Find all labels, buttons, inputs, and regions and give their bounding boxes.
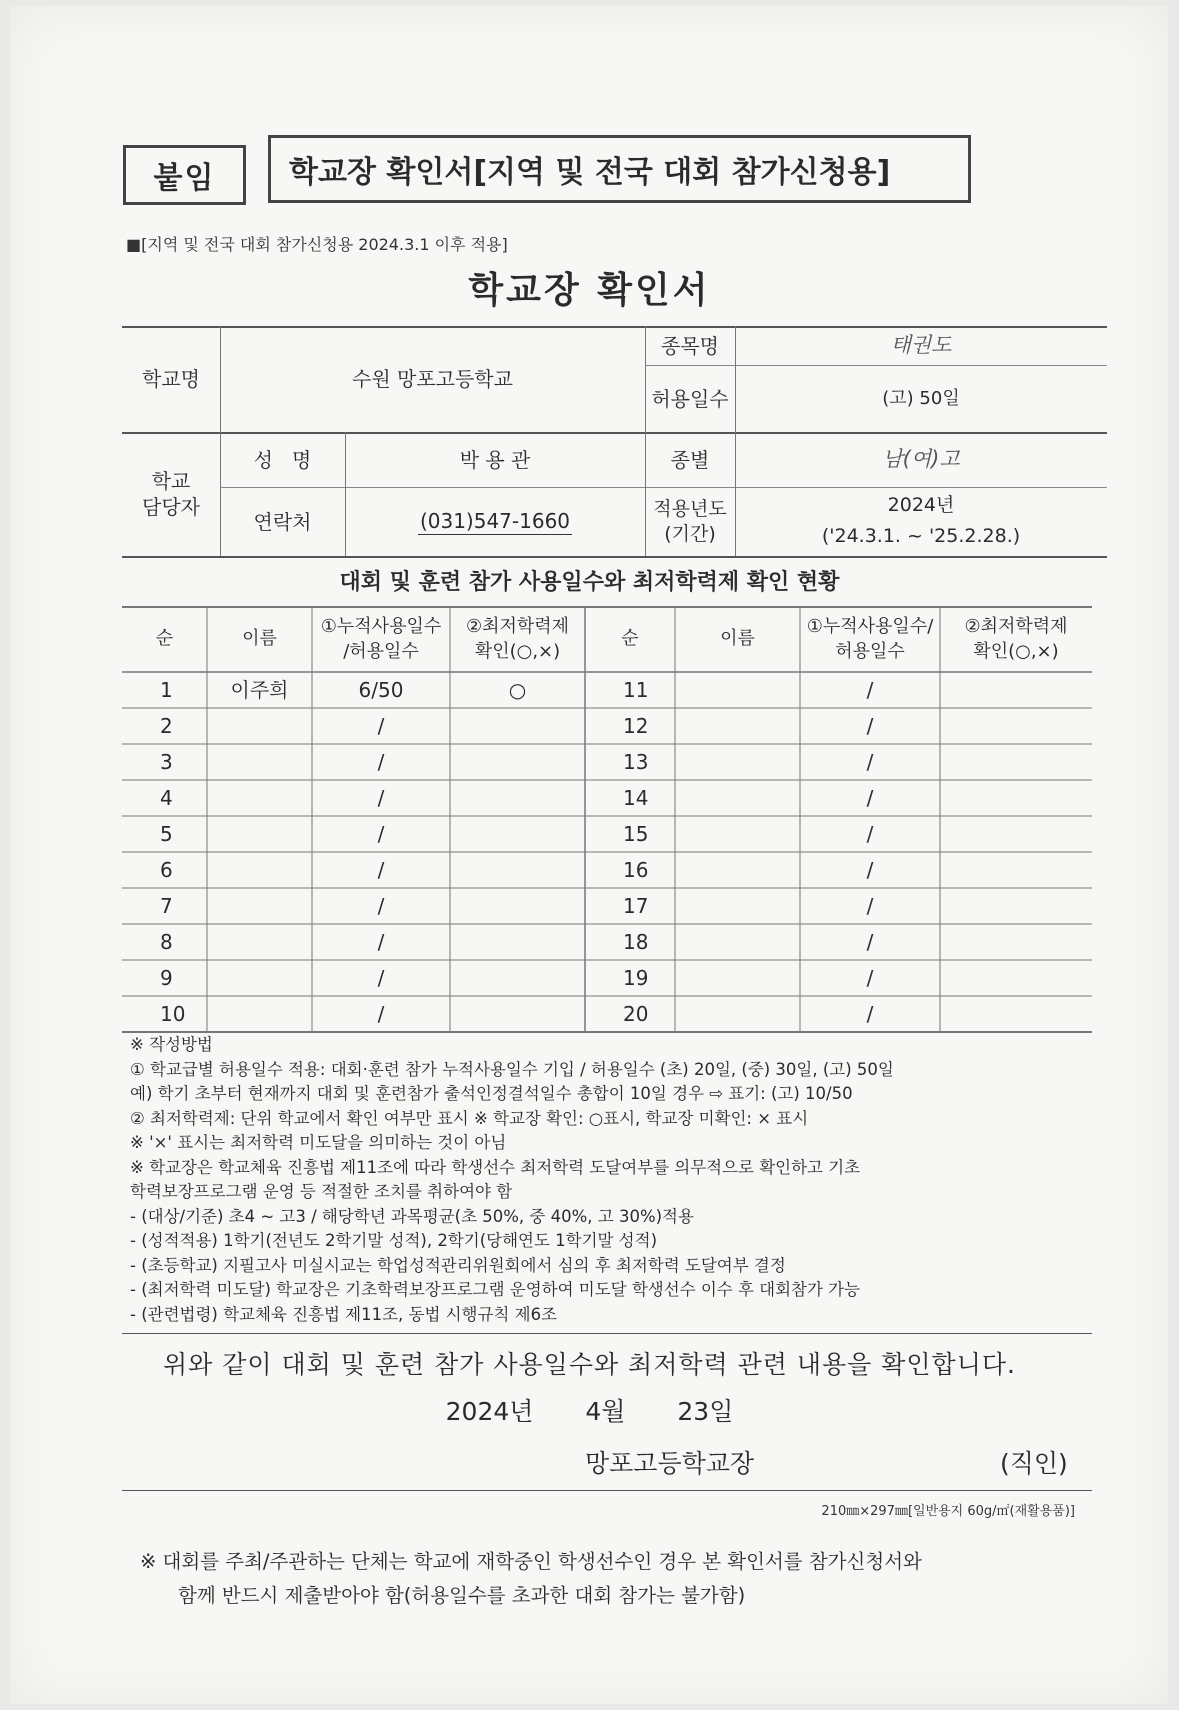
athlete-name	[675, 708, 800, 744]
manager-name-label: 성 명	[253, 447, 312, 472]
used-days: /	[866, 930, 874, 954]
athlete-name	[207, 996, 312, 1032]
academic-check	[940, 708, 1092, 744]
athlete-name	[207, 960, 312, 996]
academic-check	[940, 924, 1092, 960]
submission-note-line: ※ 대회를 주최/주관하는 단체는 학교에 재학중인 학생선수인 경우 본 확인서를 참가신청서와	[140, 1550, 922, 1573]
instruction-line: ① 학교급별 허용일수 적용: 대회·훈련 참가 누적사용일수 기입 / 허용일수 (초) 20일, (중) 30일, (고) 50일	[130, 1059, 894, 1079]
used-days: /	[377, 822, 385, 846]
year-value: 2024년	[887, 493, 955, 516]
confirmation-date	[0, 1392, 1179, 1428]
academic-check	[450, 816, 585, 852]
athlete-name	[675, 744, 800, 780]
applicability-note: ■[지역 및 전국 대회 참가신청용 2024.3.1 이후 적용]	[126, 235, 508, 254]
date-day: 23일	[677, 1397, 734, 1426]
row-number: 9	[160, 966, 173, 990]
instruction-line: ② 최저학력제: 단위 학교에서 확인 여부만 표시 ※ 학교장 확인: ○표시, 학교장 미확인: × 표시	[130, 1108, 809, 1128]
sport-label: 종목명	[661, 333, 719, 358]
used-days: /	[377, 750, 385, 774]
athlete-name	[675, 852, 800, 888]
academic-check	[940, 960, 1092, 996]
instruction-line: ※ 작성방법	[130, 1035, 213, 1054]
school-name-value: 수원 망포고등학교	[352, 367, 513, 391]
used-days: /	[866, 1002, 874, 1026]
instruction-line: 학력보장프로그램 운영 등 적절한 조치를 취하여야 함	[130, 1182, 513, 1201]
row-number: 19	[623, 966, 649, 990]
academic-check	[940, 996, 1092, 1032]
instruction-line: ※ '×' 표시는 최저학력 미도달을 의미하는 것이 아님	[130, 1133, 507, 1152]
used-days: /	[377, 930, 385, 954]
academic-check	[450, 708, 585, 744]
used-days: /	[866, 750, 874, 774]
allowed-days-label: 허용일수	[651, 386, 729, 411]
row-number: 12	[623, 714, 649, 738]
athlete-name: 이주희	[230, 678, 289, 702]
row-number: 5	[160, 822, 173, 846]
contact-value: (031)547-1660	[419, 509, 571, 533]
row-number: 6	[160, 858, 173, 882]
academic-check	[940, 744, 1092, 780]
athlete-name	[207, 816, 312, 852]
used-days: /	[866, 966, 874, 990]
instruction-line: - (최저학력 미도달) 학교장은 기초학력보장프로그램 운영하여 미도달 학생선수 이수 후 대회참가 가능	[130, 1280, 861, 1299]
athlete-name	[675, 960, 800, 996]
instruction-line: - (대상/기준) 초4 ~ 고3 / 해당학년 과목평균(초 50%, 중 40%, 고 30%)적용	[130, 1206, 694, 1226]
row-number: 7	[160, 894, 173, 918]
form-title: 학교장 확인서[지역 및 전국 대회 참가신청용]	[268, 135, 971, 203]
period-value: ('24.3.1. ~ '25.2.28.)	[821, 524, 1021, 547]
row-number: 16	[623, 858, 649, 882]
athlete-name	[675, 996, 800, 1032]
used-days: /	[866, 858, 874, 882]
athlete-name	[675, 888, 800, 924]
academic-check: ○	[508, 678, 527, 702]
table-header-cell: ②최저학력제 확인(○,×)	[964, 616, 1068, 662]
sport-value: 태권도	[890, 332, 952, 357]
gender-label: 종별	[670, 447, 710, 472]
contact-label: 연락처	[253, 509, 312, 534]
academic-check	[450, 744, 585, 780]
academic-check	[450, 888, 585, 924]
instruction-line: - (관련법령) 학교체육 진흥법 제11조, 동법 시행규칙 제6조	[130, 1304, 557, 1324]
academic-check	[450, 924, 585, 960]
used-days: /	[866, 714, 874, 738]
instruction-line: ※ 학교장은 학교체육 진흥법 제11조에 따라 학생선수 최저학력 도달여부를 의무적으로 확인하고 기초	[130, 1157, 861, 1177]
instruction-line: - (초등학교) 지필고사 미실시교는 학업성적관리위원회에서 심의 후 최저학력 도달여부 결정	[130, 1255, 786, 1275]
used-days: 6/50	[358, 678, 404, 702]
manager-name-value: 박 용 관	[459, 447, 531, 472]
page-title: 학교장 확인서	[468, 270, 711, 311]
row-number: 13	[623, 750, 649, 774]
table-header-cell: 순	[155, 628, 174, 650]
academic-check	[940, 780, 1092, 816]
row-number: 20	[623, 1002, 649, 1026]
athlete-name	[207, 888, 312, 924]
row-number: 4	[160, 786, 173, 810]
row-number: 10	[160, 1002, 186, 1026]
footer-divider	[122, 1333, 1092, 1334]
row-number: 14	[623, 786, 649, 810]
athlete-name	[675, 672, 800, 708]
official-seal-placeholder: (직인)	[1000, 1449, 1068, 1478]
row-number: 8	[160, 930, 173, 954]
used-days: /	[377, 1002, 385, 1026]
status-section-title: 대회 및 훈련 참가 사용일수와 최저학력제 확인 현황	[339, 570, 840, 595]
academic-check	[450, 960, 585, 996]
row-number: 11	[623, 678, 649, 702]
athlete-name	[675, 816, 800, 852]
row-number: 17	[623, 894, 649, 918]
table-header-cell: ①누적사용일수 /허용일수	[320, 616, 442, 662]
academic-check	[450, 852, 585, 888]
athlete-name	[675, 924, 800, 960]
row-number: 2	[160, 714, 173, 738]
table-header-cell: ②최저학력제 확인(○,×)	[465, 616, 570, 662]
used-days: /	[866, 822, 874, 846]
spec-divider	[122, 1490, 1092, 1491]
used-days: /	[866, 786, 874, 810]
used-days: /	[866, 678, 874, 702]
table-header-cell: 이름	[242, 628, 277, 650]
date-year: 2024년	[445, 1397, 534, 1426]
gender-value: 남(여)고	[882, 446, 960, 471]
academic-check	[940, 852, 1092, 888]
submission-note-line: 함께 반드시 제출받아야 함(허용일수를 초과한 대회 참가는 불가함)	[178, 1584, 746, 1607]
row-number: 1	[160, 678, 173, 702]
academic-check	[940, 888, 1092, 924]
used-days: /	[377, 714, 385, 738]
athlete-name	[207, 852, 312, 888]
row-number: 15	[623, 822, 649, 846]
athlete-name	[675, 780, 800, 816]
instruction-line: - (성적적용) 1학기(전년도 2학기말 성적), 2학기(당해연도 1학기말 성적)	[130, 1231, 658, 1250]
row-number: 3	[160, 750, 173, 774]
academic-check	[940, 816, 1092, 852]
year-label: 적용년도 (기간)	[653, 497, 727, 545]
academic-check	[450, 780, 585, 816]
table-header-cell: 이름	[720, 628, 755, 650]
instruction-line: 예) 학기 초부터 현재까지 대회 및 훈련참가 출석인정결석일수 총합이 10일 경우 ⇨ 표기: (고) 10/50	[130, 1084, 853, 1103]
row-number: 18	[623, 930, 649, 954]
academic-check	[940, 672, 1092, 708]
manager-label: 학교 담당자	[142, 469, 200, 519]
athlete-name	[207, 708, 312, 744]
table-header-cell: 순	[621, 628, 639, 650]
used-days: /	[866, 894, 874, 918]
principal-title: 망포고등학교장	[585, 1449, 755, 1478]
confirmation-statement: 위와 같이 대회 및 훈련 참가 사용일수와 최저학력 관련 내용을 확인합니다.	[163, 1350, 1016, 1379]
academic-check	[450, 996, 585, 1032]
athlete-name	[207, 744, 312, 780]
attachment-label: 붙임	[123, 145, 246, 205]
used-days: /	[377, 894, 385, 918]
used-days: /	[377, 786, 385, 810]
date-month: 4월	[585, 1397, 626, 1426]
table-header-cell: ①누적사용일수/ 허용일수	[806, 616, 934, 662]
used-days: /	[377, 858, 385, 882]
submission-note	[140, 1545, 1100, 1613]
school-name-label: 학교명	[142, 367, 200, 391]
allowed-days-value: (고) 50일	[882, 387, 960, 409]
used-days: /	[377, 966, 385, 990]
athlete-name	[207, 780, 312, 816]
instructions-block	[130, 1033, 1100, 1327]
athlete-name	[207, 924, 312, 960]
paper-spec: 210㎜×297㎜[일반용지 60g/㎡(재활용품)]	[821, 1504, 1075, 1519]
